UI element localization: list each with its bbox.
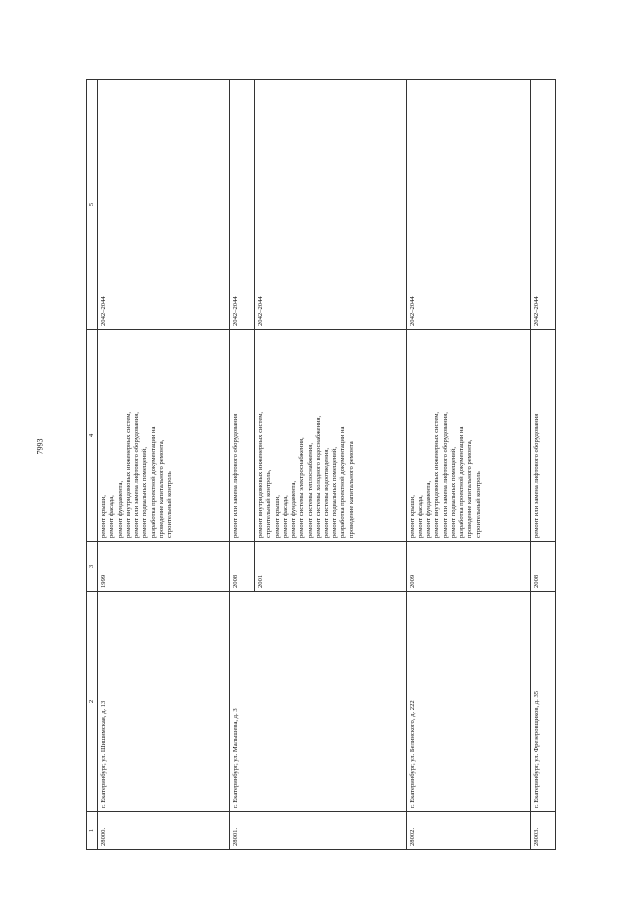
row-number: 28002. (406, 812, 530, 850)
work-item: ремонт фундамента, (290, 480, 298, 538)
header-row (87, 80, 98, 850)
row-number: 28001. (230, 812, 406, 850)
work-item: ремонт подвальных помещений, (449, 447, 457, 538)
table-row (98, 80, 230, 850)
row-works (255, 330, 407, 542)
work-item: ремонт фундамента, (116, 480, 124, 538)
header-col-5: 5 (87, 80, 98, 330)
row-year: 2008 (230, 542, 255, 592)
work-item: проведение капитального ремонта (347, 441, 355, 538)
table (86, 79, 556, 850)
row-number: 28003. (531, 812, 556, 850)
work-item: ремонт крыши, (408, 495, 416, 538)
header-col-1: 1 (87, 812, 98, 850)
work-item: ремонт фасада, (108, 495, 116, 538)
work-item: ремонт фундамента, (425, 480, 433, 538)
work-item: проведение капитального ремонта, (157, 439, 165, 538)
row-number: 28000. (98, 812, 230, 850)
work-item: ремонт системы холодного водоснабжения, (314, 415, 322, 538)
work-item: строительный контроль (166, 471, 174, 538)
work-item: ремонт или замена лифтового оборудования, (441, 412, 449, 538)
row-year: 1999 (98, 542, 230, 592)
row-address: г. Екатеринбург, ул. Фрезеровщиков, д. 35 (531, 592, 556, 812)
row-address: г. Екатеринбург, ул. Малышева, д. 3 (230, 592, 406, 812)
work-item: проведение капитального ремонта, (466, 439, 474, 538)
table-row (406, 80, 530, 850)
work-item: ремонт внутридомовых инженерных систем, (433, 411, 441, 538)
work-item: ремонт внутридомовых инженерных систем, (124, 411, 132, 538)
work-item: ремонт крыши, (273, 495, 281, 538)
work-item: разработка проектной документации на (458, 426, 466, 538)
header-col-2: 2 (87, 592, 98, 812)
work-item: ремонт системы электроснабжения, (298, 437, 306, 538)
work-item: ремонт или замена лифтового оборудования, (133, 412, 141, 538)
table-row (531, 80, 556, 850)
row-period: 2042–2044 (406, 80, 530, 330)
row-works (230, 330, 255, 542)
row-year: 2009 (406, 542, 530, 592)
row-works (98, 330, 230, 542)
table-row (230, 80, 255, 850)
row-year: 2008 (531, 542, 556, 592)
work-item: ремонт крыши, (100, 495, 108, 538)
row-period: 2042–2044 (531, 80, 556, 330)
row-address: г. Екатеринбург, ул. Белинского, д. 222 (406, 592, 530, 812)
work-item: ремонт или замена лифтового оборудования (533, 413, 541, 538)
header-col-3: 3 (87, 542, 98, 592)
work-item: ремонт или замена лифтового оборудования (232, 413, 240, 538)
row-works (406, 330, 530, 542)
work-item: строительный контроль (474, 471, 482, 538)
capital-repair-table (86, 80, 556, 850)
work-item: ремонт фасада, (416, 495, 424, 538)
work-item: разработка проектной документации на (339, 426, 347, 538)
work-item: ремонт системы теплоснабжения, (306, 443, 314, 538)
work-item: разработка проектной документации на (149, 426, 157, 538)
work-item: ремонт подвальных помещений, (331, 447, 339, 538)
row-period: 2042–2044 (255, 80, 407, 330)
work-item: строительный контроль, (265, 469, 273, 538)
page-number: 7993 (35, 438, 45, 455)
row-address: г. Екатеринбург, ул. Шишимская, д. 13 (98, 592, 230, 812)
work-item: ремонт внутридомовых инженерных систем, (257, 411, 265, 538)
work-item: ремонт системы водоотведения, (323, 447, 330, 538)
row-works (531, 330, 556, 542)
row-year: 2001 (255, 542, 407, 592)
work-item: ремонт подвальных помещений, (141, 447, 149, 538)
work-item: ремонт фасада, (281, 495, 289, 538)
header-col-4: 4 (87, 330, 98, 542)
row-period: 2042–2044 (230, 80, 255, 330)
row-period: 2042–2044 (98, 80, 230, 330)
